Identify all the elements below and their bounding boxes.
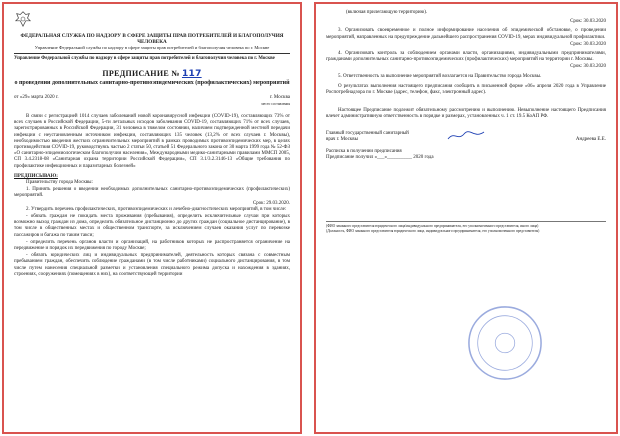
document-page-1: [2, 2, 302, 434]
footer-note: [326, 221, 606, 233]
receipt-label: Расписка в получении предписания: [326, 149, 402, 155]
item-4: 4. Организовать контроль за соблюдением органами власти, организациями, индивидуальными предпринимателями, гражданами дополнительных санитарно-противоэпидемических (профилактических) мероприятий на территории г. Москвы.: [326, 51, 606, 63]
item-2: 2. Утвердить перечень профилактических, противоэпидемических и лечебно-диагностических мероприятий, в том числе:: [26, 206, 287, 212]
deadline-c: Срок: 30.03.2020: [570, 64, 606, 70]
signer-title: [326, 131, 409, 143]
obligatory-paragraph: Настоящее Предписание подлежит обязательному рассмотрению и выполнению. Невыполнение настоящего Предписания влечет административную ответственность в порядке и размерах, установленных ч. 1 ст. 19.5 КоАП РФ.: [326, 108, 606, 120]
signer-name: Андреева Е.Е.: [575, 136, 606, 142]
office-name-bold: Управление Федеральной службы по надзору в сфере защиты прав потребителей и благополучия человека по г. Москве: [14, 55, 275, 61]
agency-name: ФЕДЕРАЛЬНАЯ СЛУЖБА ПО НАДЗОРУ В СФЕРЕ ЗАЩИТЫ ПРАВ ПОТРЕБИТЕЛЕЙ И БЛАГОПОЛУЧИЯ ЧЕЛОВЕКА: [20, 33, 284, 46]
signature-block: [326, 131, 606, 143]
bullet-3: - обязать юридических лиц и индивидуальных предпринимателей, деятельность которых связана с совместным пребыванием граждан, обеспечить соблюдение гражданами (в том числе работниками) социального дистанцирования, в том числе путем нанесения специальной разметки и установления специального режима допуска и нахождения в зданиях, строениях, сооружениях (помещениях в них), на соответствующей территории: [14, 253, 290, 277]
coat-of-arms-icon: [14, 10, 32, 28]
bullet-1: - обязать граждан не покидать места проживания (пребывания), определить исключительные случаи при которых возможно выход граждан из дома, определить обязательное дистанционно до других граждан (социальное дистанцирование), в том числе в общественных местах и общественном транспорте, за исключением случаев оказания услуг по перевозке пассажиров и багажа по таким такси;: [14, 214, 290, 238]
item-5: 5. Ответственность за выполнение мероприятий возлагается на Правительство города Москвы.: [338, 73, 542, 79]
report-paragraph: О результатах выполнения настоящего предписания сообщить в письменной форме «06» апреля 2020 года в Управление Роспотребнадзора по г. Москве (адрес, телефон, факс, электронный адрес).: [326, 83, 606, 96]
document-page-2: [314, 2, 618, 434]
top-note: (включая прилегающую территорию).: [346, 10, 428, 15]
title-text: ПРЕДПИСАНИЕ №: [102, 69, 180, 79]
deadline-1: Срок: 29.03.2020.: [252, 200, 290, 206]
signer-title-line-1: Главный государственный санитарный: [326, 130, 409, 136]
signer-title-line-2: врач г. Москвы: [326, 136, 358, 142]
document-date: от «29» марта 2020 г.: [14, 94, 59, 100]
city: г. Москва: [269, 94, 290, 100]
item-3: 3. Организовать своевременное и полное информирование населения об эпидемической обстановке, о проведении мероприятий, направленных на предупреждение дальнейшего распространения COVID-19, мерах индивидуальной профилактики.: [326, 28, 606, 40]
bullet-2: - определить перечень органов власти и организаций, на работников которых не распространяется ограничение на передвижение и порядок их передвижения по городу Москве;: [14, 239, 290, 252]
document-number: 117: [181, 69, 202, 80]
place-block: [261, 95, 290, 108]
received-line: Предписание получил «___»__________ 2020 года: [326, 155, 434, 161]
item-1: 1. Принять решения о введении необходимых дополнительных санитарно-противоэпидемических (профилактических) мероприятий.: [14, 187, 290, 199]
prescribe-heading: ПРЕДПИСЫВАЮ:: [14, 173, 58, 179]
date-line: [14, 95, 290, 108]
intro-paragraph: В связи с регистрацией 1014 случаев заболеваний новой коронавирусной инфекции (COVID-19), составляющих 73% от всех случаев в Российской Федерации, 5-ти летальных исходов заболевания COVID-19, составляющих 71% от всех случаев, зарегистрированных в Российской Федерации, 31 человека в тяжелом состоянии, наличием подтвержденной местной передачи инфекции с неустановленным источником инфекции, составляющих 135 человек (13,2% от всех случаев г. Москвы), необходимостью введения жестких ограничительных мероприятий в рамках проводимых противоэпидемических мер, в целях противодействия COVID-19, руководствуясь частью 2 статьи 50, статьей 51 Федерального закона от 30 марта 1999 года № 52-ФЗ «О санитарно-эпидемиологическом благополучии населения», Международными медико-санитарными правилами ММСП 2005, СП 3.4.2318-08 «Санитарная охрана территории Российской Федерации», СП 3.1/3.2.3146-13 «Общие требования по профилактике инфекционных и паразитарных болезней»: [14, 114, 290, 169]
deadline-b: Срок: 30.03.2020: [570, 41, 606, 47]
office-name: Управление Федеральной службы по надзору в сфере защиты прав потребителей и благополучия человека по г. Москве: [34, 45, 270, 51]
handwritten-signature: [446, 129, 486, 143]
document-subtitle: о проведении дополнительных санитарно-противоэпидемических (профилактических) мероприятий: [14, 79, 290, 86]
document-title: [14, 69, 290, 80]
footer-note-2: (Должность, ФИО законного представителя юридического лица, индивидуального предпринимателя, его уполномоченного представителя): [326, 228, 540, 233]
city-note: место составления: [261, 101, 290, 106]
header-rule: [14, 53, 290, 54]
deadline-a: Срок: 30.03.2020: [570, 19, 606, 25]
addressee: Правительству города Москвы:: [26, 180, 93, 186]
official-stamp: [466, 304, 544, 382]
footer-note-1: (ФИО законного представителя юридического лица/индивидуального предпринимателя, его уполномоченного представителя, иного лица): [326, 224, 539, 229]
